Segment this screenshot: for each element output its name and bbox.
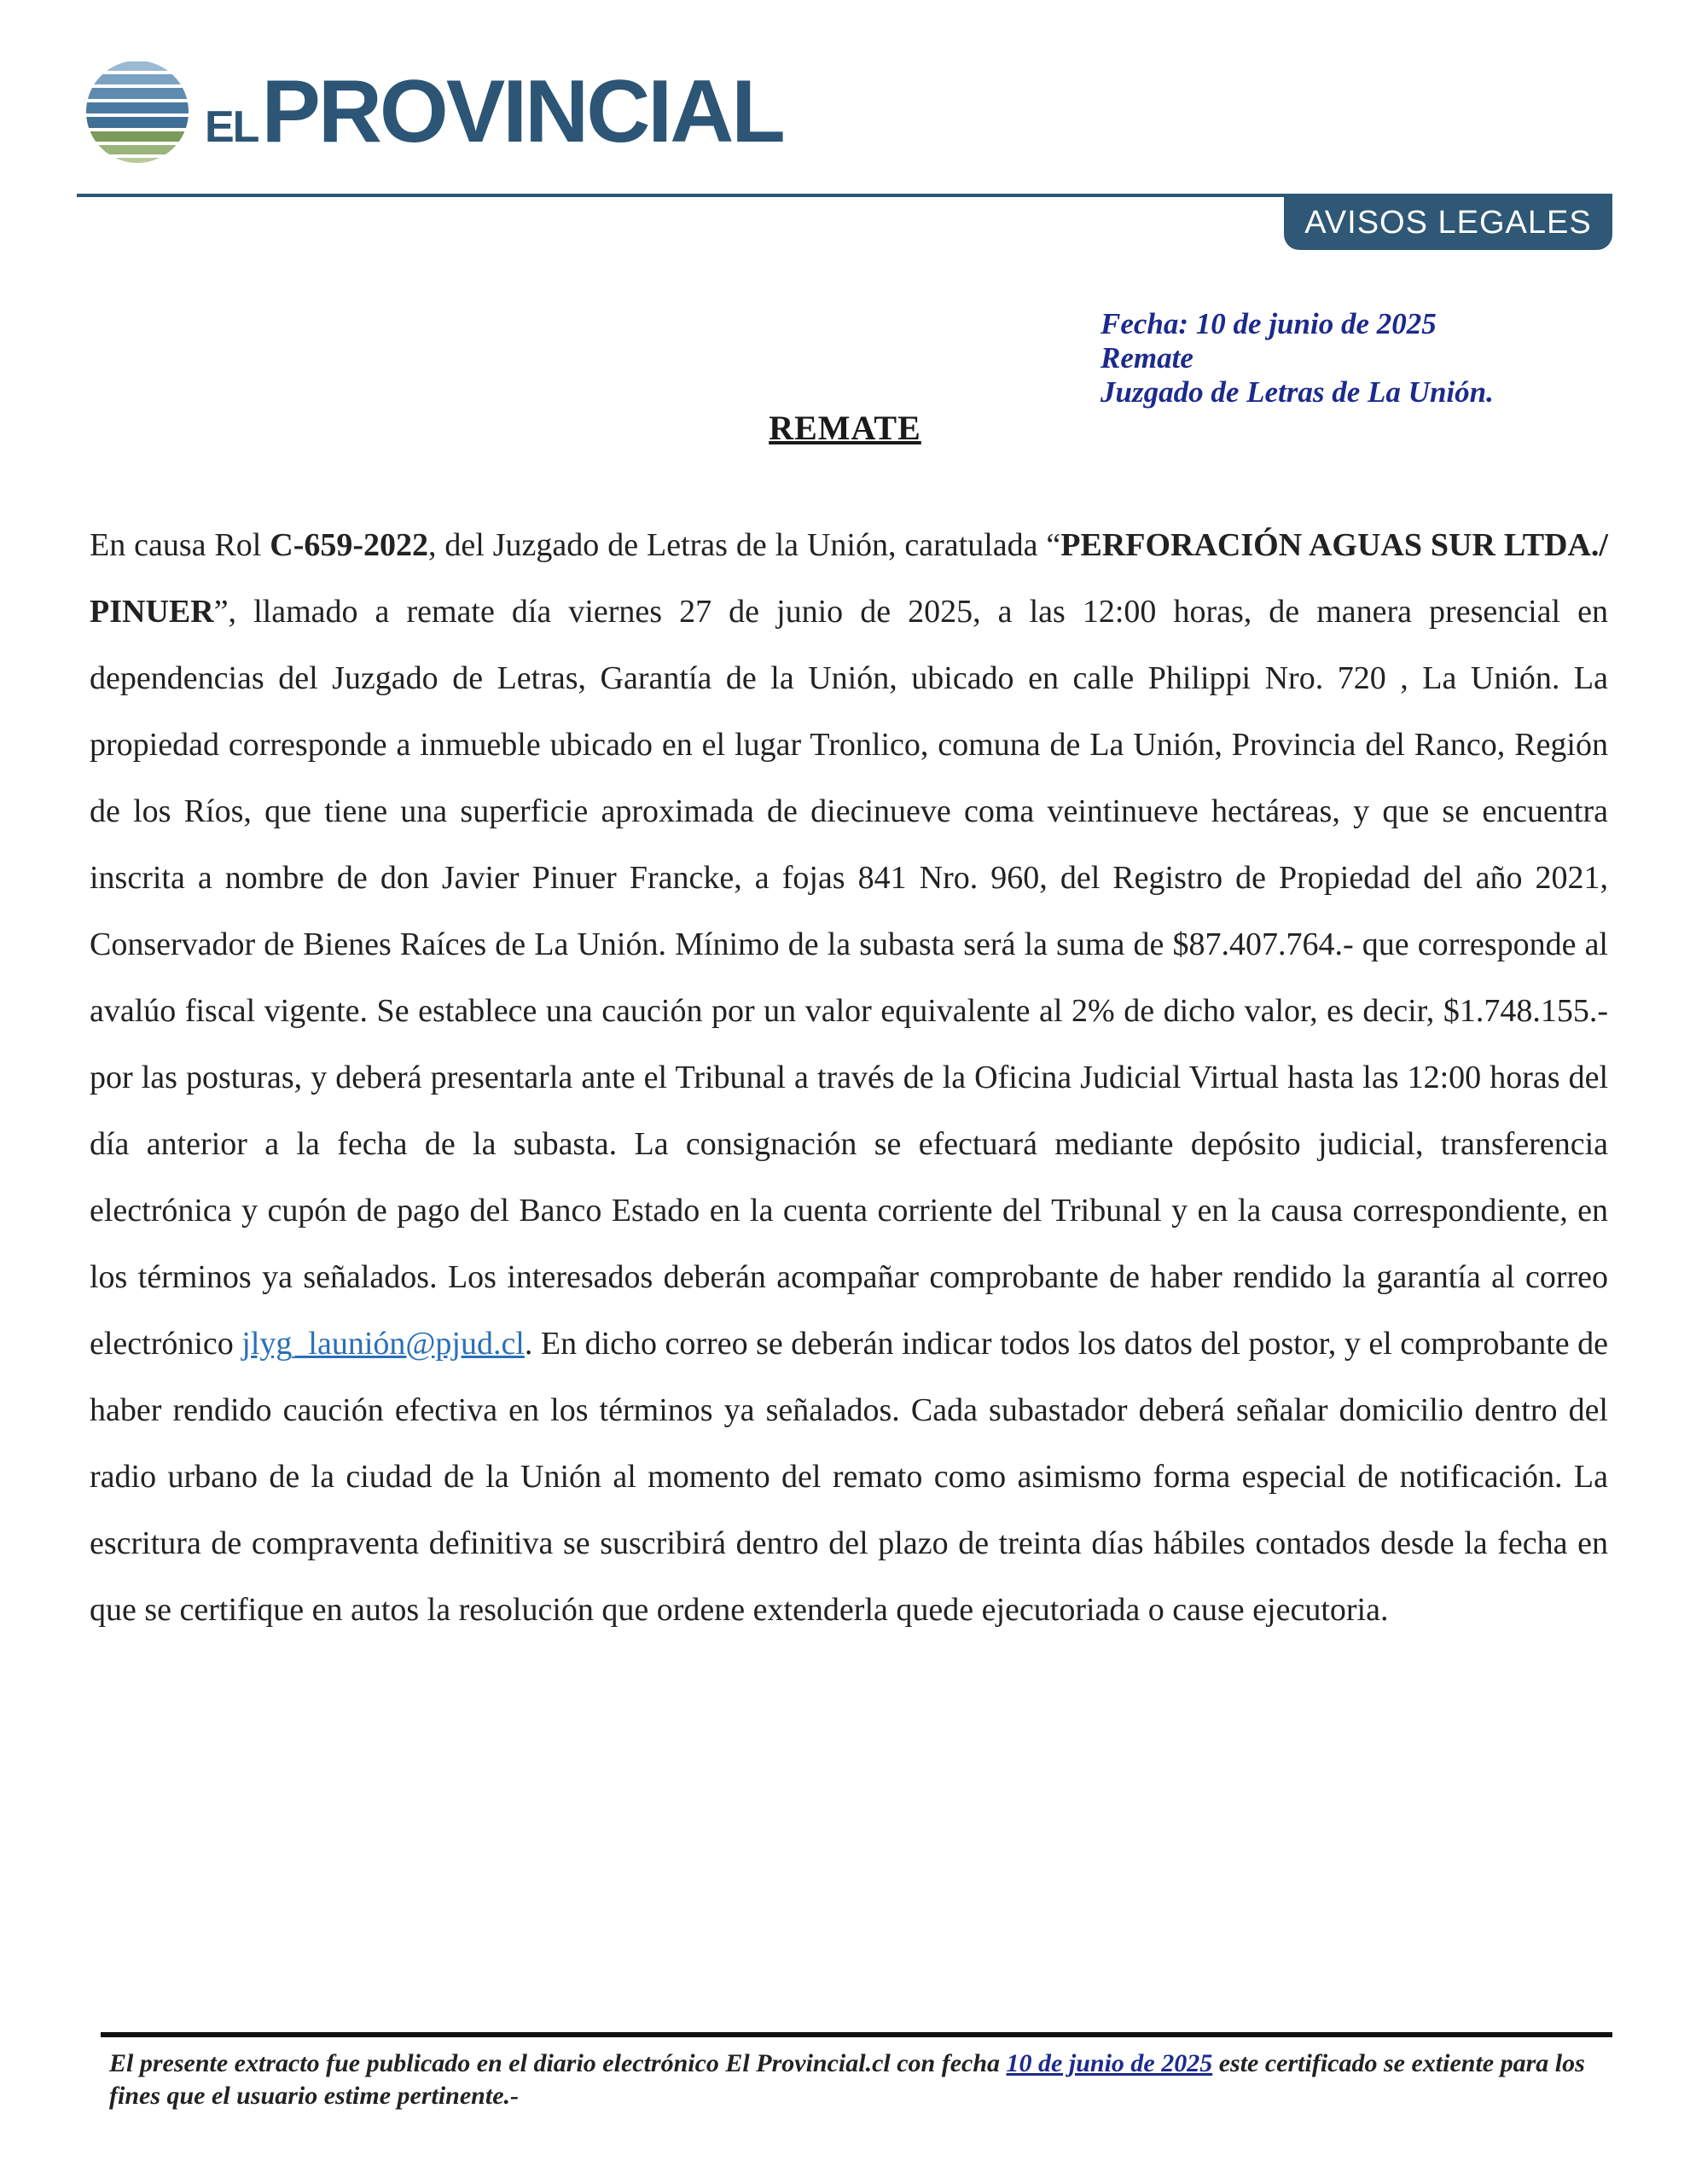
body-text-4: . En dicho correo se deberán indicar todos los datos del postor, y el comprobante de haber rendido caución efectiva en los términos ya señalados. Cada subastador deberá señalar domicilio dentro del radio urbano de la ciudad de la Unión al momento del remato como asimismo forma especial de notificación. La escritura de compraventa definitiva se suscribirá dentro del plazo de treinta días hábiles contados desde la fecha en que se certifique en autos la resolución que ordene extenderla quede ejecutoriada o cause ejecutoria. [90,1326,1608,1628]
email-link[interactable]: jlyg_launión@pjud.cl [241,1326,525,1362]
meta-tipo: Remate [1101,341,1193,375]
footer-text-1: El presente extracto fue publicado en el diario electrónico El Provincial.cl con fecha [109,2049,1007,2077]
meta-fecha: Fecha: 10 de junio de 2025 [1101,307,1437,340]
body-text-1: En causa Rol [90,527,270,563]
footer-date: 10 de junio de 2025 [1006,2049,1213,2077]
logo-prefix: EL [205,102,258,152]
section-tab-avisos-legales: AVISOS LEGALES [1284,195,1612,250]
notice-meta [1101,307,1494,410]
el-provincial-logo [82,56,783,167]
case-rol: C-659-2022 [270,527,429,563]
case-caption: PERFORACIÓN AGUAS SUR LTDA./ PINUER [90,527,1608,630]
footer-certificate [109,2048,1602,2112]
globe-logo-icon [82,56,193,167]
document-title: REMATE [769,409,921,447]
meta-juzgado: Juzgado de Letras de La Unión. [1101,375,1494,409]
logo-name: PROVINCIAL [261,62,783,161]
footer-divider [101,2032,1612,2037]
body-text-2: , del Juzgado de Letras de la Unión, caratulada “ [428,527,1061,563]
logo-wordmark [205,62,783,161]
body-text-3: ”, llamado a remate día viernes 27 de junio de 2025, a las 12:00 horas, de manera presencial en dependencias del Juzgado de Letras, Garantía de la Unión, ubicado en calle Philippi Nro. 720 , La Unión. La propiedad corresponde a inmueble ubicado en el lugar Tronlico, comuna de La Unión, Provincia del Ranco, Región de los Ríos, que tiene una superficie aproximada de diecinueve coma veintinueve hectáreas, y que se encuentra inscrita a nombre de don Javier Pinuer Francke, a fojas 841 Nro. 960, del Registro de Propiedad del año 2021, Conservador de Bienes Raíces de La Unión. Mínimo de la subasta será la suma de $87.407.764.- que corresponde al avalúo fiscal vigente. Se establece una caución por un valor equivalente al 2% de dicho valor, es decir, $1.748.155.- por las posturas, y deberá presentarla ante el Tribunal a través de la Oficina Judicial Virtual hasta las 12:00 horas del día anterior a la fecha de la subasta. La consignación se efectuará mediante depósito judicial, transferencia electrónica y cupón de pago del Banco Estado en la cuenta corriente del Tribunal y en la causa correspondiente, en los términos ya señalados. Los interesados deberán acompañar comprobante de haber rendido la garantía al correo electrónico [90,594,1608,1362]
notice-body [90,512,1608,1643]
footer-text-2: este certificado se extiente para los fines que el usuario estime pertinente.- [109,2049,1585,2110]
